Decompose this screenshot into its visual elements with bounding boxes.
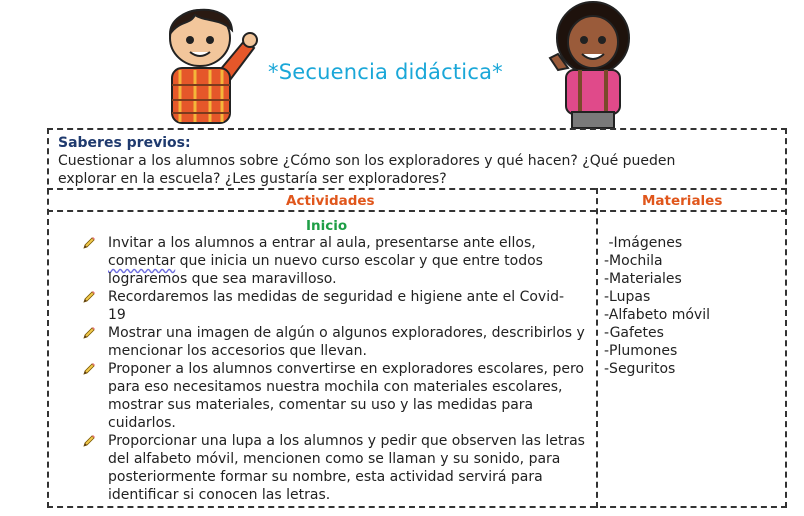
- activity-line: Invitar a los alumnos a entrar al aula, presentarse ante ellos,: [108, 235, 536, 251]
- material-item: -Seguritos: [604, 361, 676, 377]
- activity-line: [108, 252, 592, 270]
- header-actividades: Actividades: [286, 193, 375, 209]
- activity-line: 19: [108, 307, 126, 323]
- activity-line: del alfabeto móvil, mencionen como se llaman y su sonido, para: [108, 451, 561, 467]
- girl-clipart: [548, 0, 638, 130]
- material-item: -Mochila: [604, 253, 663, 269]
- activity-item: [82, 324, 592, 360]
- materials-list: [604, 234, 710, 378]
- divider-saberes: [47, 188, 787, 190]
- activity-line: Mostrar una imagen de algún o algunos exploradores, describirlos y: [108, 325, 585, 341]
- pencil-icon: [82, 326, 96, 340]
- column-divider: [596, 188, 598, 508]
- material-item: -Lupas: [604, 289, 651, 305]
- material-item: -Plumones: [604, 343, 678, 359]
- pencil-icon: [82, 434, 96, 448]
- saberes-previos: [58, 134, 778, 188]
- activity-line-text: que inicia un nuevo curso escolar y que entre todos: [179, 253, 543, 269]
- activity-item: [82, 360, 592, 432]
- underlined-word: comentar: [108, 253, 176, 269]
- activity-line: Proponer a los alumnos convertirse en exploradores escolares, pero: [108, 361, 584, 377]
- saberes-label: Saberes previos:: [58, 135, 191, 151]
- activity-line: identificar si conocen las letras.: [108, 487, 331, 503]
- pencil-icon: [82, 290, 96, 304]
- activity-line: para eso necesitamos nuestra mochila con materiales escolares,: [108, 379, 563, 395]
- activity-line: mostrar sus materiales, comentar su uso y las medidas para: [108, 397, 534, 413]
- material-item: -Imágenes: [604, 235, 683, 251]
- material-item: -Materiales: [604, 271, 682, 287]
- activity-line: cuidarlos.: [108, 415, 176, 431]
- saberes-line-1: Cuestionar a los alumnos sobre ¿Cómo son los exploradores y qué hacen? ¿Qué pueden: [58, 153, 676, 169]
- saberes-line-2: explorar en la escuela? ¿Les gustaría ser exploradores?: [58, 171, 447, 187]
- activity-line: mencionar los accesorios que llevan.: [108, 343, 367, 359]
- activity-item: [82, 432, 592, 504]
- activity-line: lograremos que sea maravilloso.: [108, 271, 337, 287]
- activity-line: Recordaremos las medidas de seguridad e higiene ante el Covid-: [108, 289, 565, 305]
- activity-item: [82, 234, 592, 288]
- activity-item: [82, 288, 592, 324]
- activity-line: posteriormente formar su nombre, esta actividad servirá para: [108, 469, 543, 485]
- header-materiales: Materiales: [642, 193, 723, 209]
- section-inicio: Inicio: [306, 218, 348, 234]
- pencil-icon: [82, 362, 96, 376]
- activities-list: [82, 234, 592, 504]
- boy-clipart: [150, 0, 260, 130]
- material-item: -Gafetes: [604, 325, 664, 341]
- material-item: -Alfabeto móvil: [604, 307, 710, 323]
- pencil-icon: [82, 236, 96, 250]
- divider-headers: [47, 210, 787, 212]
- page-title: *Secuencia didáctica*: [268, 60, 503, 84]
- activity-line: Proporcionar una lupa a los alumnos y pedir que observen las letras: [108, 433, 585, 449]
